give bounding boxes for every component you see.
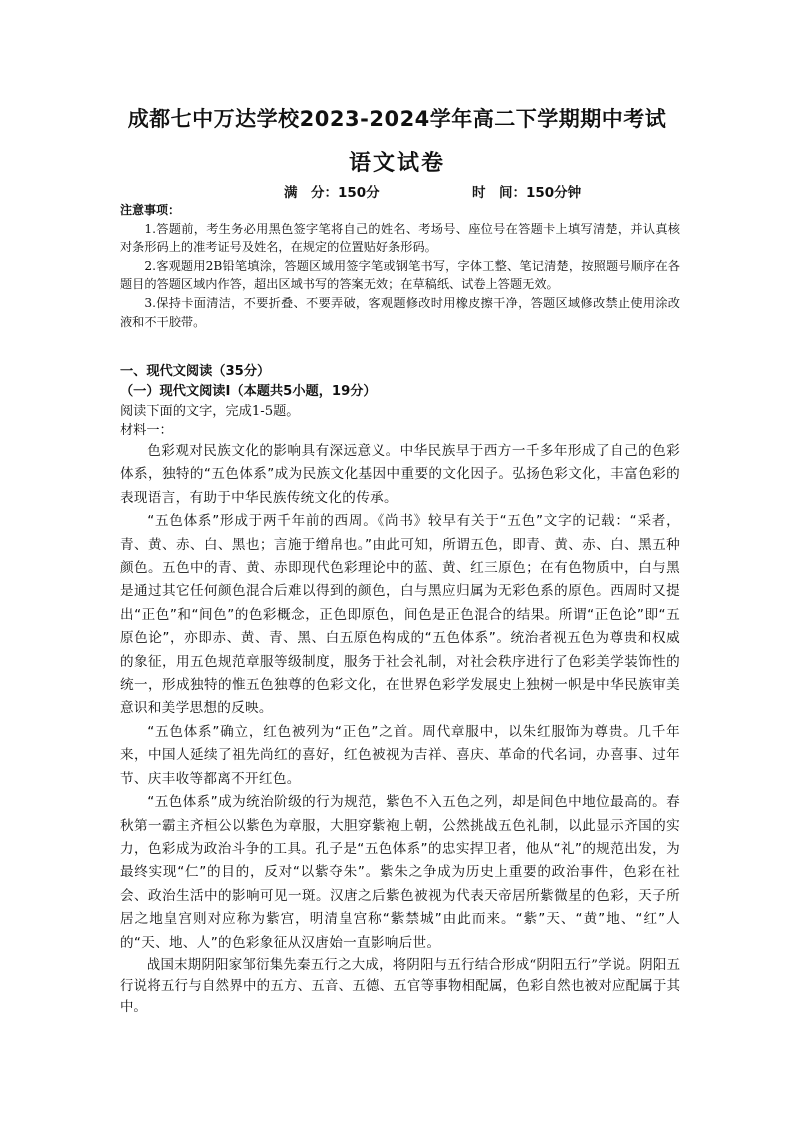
material-paragraph: “五色体系”确立，红色被列为“正色”之首。周代章服中，以朱红服饰为尊贵。几千年来，中国人延续了祖先尚红的喜好，红色被视为吉祥、喜庆、革命的代名词，办喜事、过年节、庆丰收等都离不开红色。 xyxy=(120,723,680,787)
material-label: 材料一： xyxy=(120,423,173,438)
total-score: 满 分：150分 xyxy=(284,185,380,201)
exam-duration: 时 间：150分钟 xyxy=(472,185,582,201)
exam-title: 成都七中万达学校2023-2024学年高二下学期期中考试 xyxy=(127,107,667,131)
material-paragraph: 色彩观对民族文化的影响具有深远意义。中华民族早于西方一千多年形成了自己的色彩体系，独特的“五色体系”成为民族文化基因中重要的文化因子。弘扬色彩文化，丰富色彩的表现语言，有助于中华民族传统文化的传承。 xyxy=(120,443,680,506)
notice-block xyxy=(120,201,680,331)
exam-subtitle: 语文试卷 xyxy=(348,151,445,176)
reading-section xyxy=(120,362,680,1018)
material-paragraph: 战国末期阴阳家邹衍集先秦五行之大成，将阴阳与五行结合形成“阴阳五行”学说。阴阳五行说将五行与自然界中的五方、五音、五德、五官等事物相配属，色彩自然也被对应配属于其中。 xyxy=(120,957,680,1015)
sub-section-heading: （一）现代文阅读Ⅰ（本题共5小题，19分） xyxy=(120,384,377,399)
material-paragraph: “五色体系”形成于两千年前的西周。《尚书》较早有关于“五色”文字的记载：“采者，青、黄、赤、白、黑也；言施于缯帛也。”由此可知，所谓五色，即青、黄、赤、白、黑五种颜色。五色中的青、黄、赤即现代色彩理论中的蓝、黄、红三原色；在有色物质中，白与黑是通过其它任何颜色混合后难以得到的颜色，白与黑应归属为无彩色系的原色。西周时又提出“正色”和“间色”的色彩概念，正色即原色，间色是正色混合的结果。所谓“正色论”即“五原色论”，亦即赤、黄、青、黑、白五原色构成的“五色体系”。统治者视五色为尊贵和权威的象征，用五色规范章服等级制度，服务于社会礼制，对社会秩序进行了色彩美学装饰性的统一，形成独特的惟五色独尊的色彩文化，在世界色彩学发展史上独树一帜是中华民族审美意识和美学思想的反映。 xyxy=(120,513,680,717)
section-heading: 一、现代文阅读（35分） xyxy=(120,364,271,379)
material-paragraph: “五色体系”成为统治阶级的行为规范，紫色不入五色之列，却是间色中地位最高的。春秋第一霸主齐桓公以紫色为章服，大胆穿紫袍上朝，公然挑战五色礼制，以此显示齐国的实力，色彩成为政治斗争的工具。孔子是“五色体系”的忠实捍卫者，他从“礼”的规范出发，为最终实现“仁”的目的，反对“以紫夺朱”。紫朱之争成为历史上重要的政治事件，色彩在社会、政治生活中的影响可见一斑。汉唐之后紫色被视为代表天帝居所紫微星的色彩，天子所居之地皇宫则对应称为紫宫，明清皇宫称“紫禁城”由此而来。“紫”天、“黄”地、“红”人的“天、地、人”的色彩象征从汉唐始一直影响后世。 xyxy=(120,794,680,951)
notice-item-1: 1.答题前，考生务必用黑色签字笔将自己的姓名、考场号、座位号在答题卡上填写清楚，并认真核对条形码上的准考证号及姓名，在规定的位置贴好条形码。 xyxy=(120,221,680,255)
notice-item-3: 3.保持卡面清洁，不要折叠、不要弄破，客观题修改时用橡皮擦干净，答题区域修改禁止使用涂改液和不干胶带。 xyxy=(120,295,680,329)
material-text xyxy=(120,440,680,1018)
reading-instruction: 阅读下面的文字，完成1-5题。 xyxy=(120,404,300,419)
notice-heading: 注意事项： xyxy=(120,203,181,217)
notice-item-2: 2.客观题用2B铅笔填涂，答题区域用签字笔或钢笔书写，字体工整、笔记清楚，按照题号顺序在各题目的答题区域内作答，超出区域书写的答案无效；在草稿纸、试卷上答题无效。 xyxy=(120,258,680,292)
